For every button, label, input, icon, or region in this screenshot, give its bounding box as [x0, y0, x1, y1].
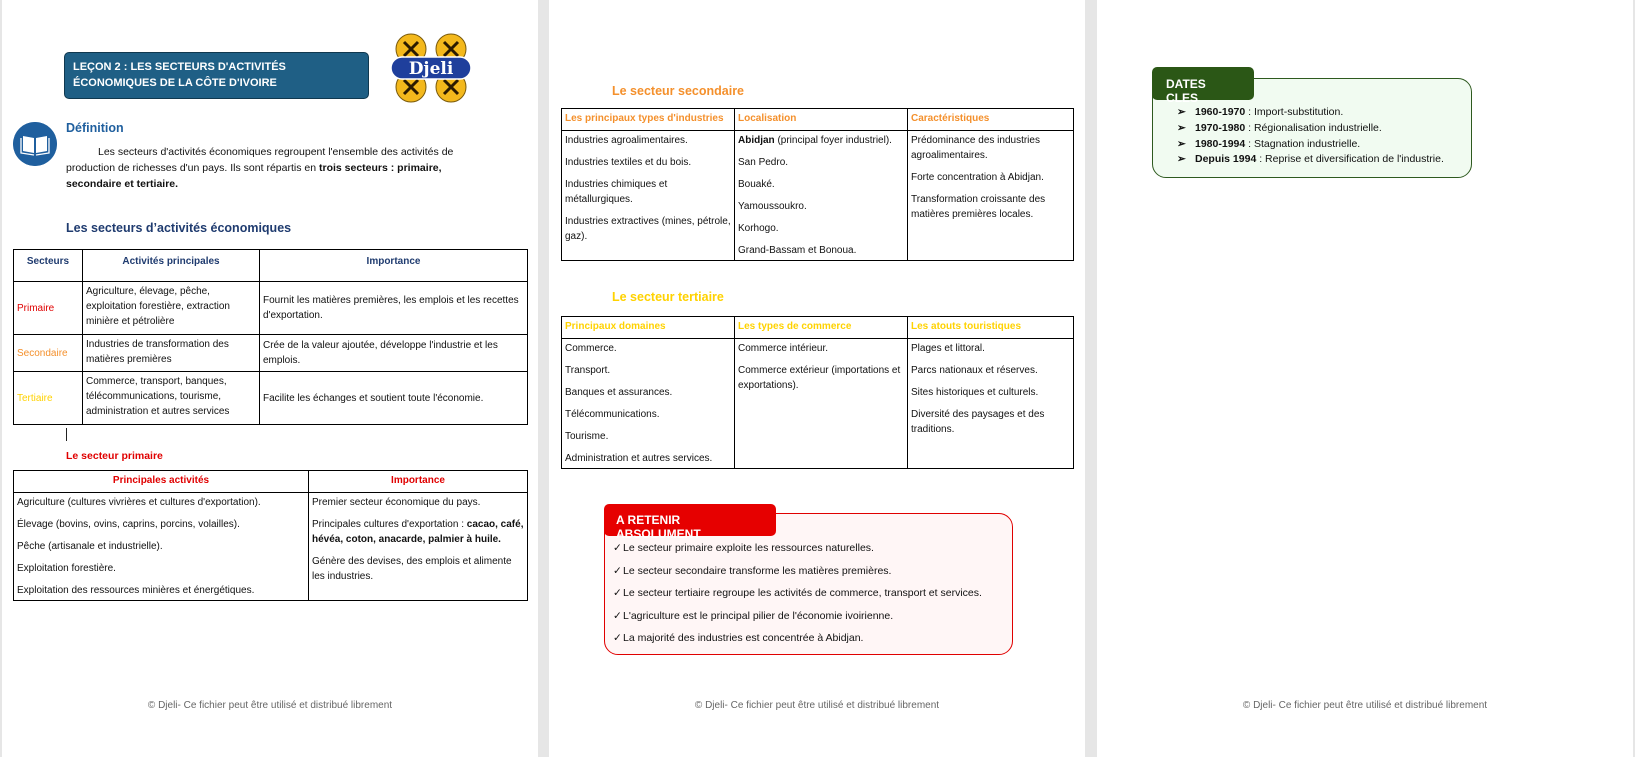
list-item: Exploitation forestière. [17, 563, 116, 574]
djeli-logo [388, 32, 474, 104]
page-footer: © Djeli- Ce fichier peut être utilisé et distribué librement [147, 700, 393, 711]
list-item: Génère des devises, des emplois et alimente les industries. [312, 556, 512, 582]
check-icon: ✓ [613, 542, 622, 554]
text-cursor [66, 428, 67, 441]
table-header: Caractéristiques [908, 109, 1074, 131]
table-header-row [562, 109, 1074, 131]
primary-importance-cell [309, 493, 528, 601]
table-header-row [14, 471, 528, 493]
retain-list [613, 541, 982, 654]
table-row [562, 339, 1074, 469]
check-icon: ✓ [613, 587, 622, 599]
sector-name-tertiary: Tertiaire [14, 372, 83, 425]
secondary-sector-heading: Le secteur secondaire [612, 84, 745, 98]
table-header-row [14, 250, 528, 282]
table-header: Principales activités [14, 471, 309, 493]
list-item: Korhogo. [738, 223, 779, 234]
list-item: ✓Le secteur tertiaire regroupe les activités de commerce, transport et services. [613, 587, 982, 599]
primary-sector-heading: Le secteur primaire [66, 450, 163, 462]
document-page-1 [2, 0, 538, 757]
list-item: Télécommunications. [565, 409, 660, 420]
list-item: Transport. [565, 365, 611, 376]
sector-importance: Fournit les matières premières, les emplois et les recettes d'exportation. [260, 282, 528, 335]
list-item: Sites historiques et culturels. [911, 387, 1039, 398]
arrow-bullet-icon: ➢ [1177, 137, 1186, 150]
arrow-bullet-icon: ➢ [1177, 106, 1186, 118]
list-item: Tourisme. [565, 431, 609, 442]
document-page-3 [1097, 0, 1633, 757]
lesson-title: LEÇON 2 : LES SECTEURS D'ACTIVITÉS ÉCONOMIQUES DE LA CÔTE D'IVOIRE [64, 52, 369, 99]
list-item: ✓Le secteur primaire exploite les ressources naturelles. [613, 542, 874, 554]
commerce-cell [735, 339, 908, 469]
table-header: Activités principales [83, 250, 260, 282]
list-item: ✓La majorité des industries est concentrée à Abidjan. [613, 632, 864, 644]
table-row [14, 335, 528, 372]
page-footer: © Djeli- Ce fichier peut être utilisé et distribué librement [1242, 700, 1488, 711]
list-item: Grand-Bassam et Bonoua. [738, 245, 857, 256]
list-item: Forte concentration à Abidjan. [911, 172, 1044, 183]
table-header: Importance [309, 471, 528, 493]
definition-heading: Définition [66, 121, 124, 135]
table-header: Secteurs [14, 250, 83, 282]
list-item: Parcs nationaux et réserves. [911, 365, 1038, 376]
table-row [562, 131, 1074, 261]
book-icon [13, 122, 57, 166]
table-row [14, 282, 528, 335]
list-item: Commerce intérieur. [738, 343, 829, 354]
tertiary-sector-heading: Le secteur tertiaire [612, 290, 724, 304]
list-item: Industries textiles et du bois. [565, 157, 692, 168]
list-item: ➢ 1970-1980 : Régionalisation industrielle. [1177, 121, 1444, 137]
table-header: Importance [260, 250, 528, 282]
sector-activities: Industries de transformation des matières premières [83, 335, 260, 372]
list-item: Premier secteur économique du pays. [312, 497, 481, 508]
list-item: Banques et assurances. [565, 387, 673, 398]
list-item: ➢ 1980-1994 : Stagnation industrielle. [1177, 137, 1444, 153]
table-row [14, 372, 528, 425]
logo-text: Djeli [408, 59, 454, 79]
list-item: Administration et autres services. [565, 453, 713, 464]
list-item: ➢ 1960-1970 : Import-substitution. [1177, 105, 1444, 121]
table-header: Principaux domaines [562, 317, 735, 339]
table-header: Les atouts touristiques [908, 317, 1074, 339]
list-item: Élevage (bovins, ovins, caprins, porcins, volailles). [17, 519, 240, 530]
list-item: Yamoussoukro. [738, 201, 807, 212]
list-item: Prédominance des industries agroalimentaires. [911, 135, 1040, 161]
secondary-sector-table [561, 108, 1074, 261]
list-item: Commerce. [565, 343, 617, 354]
table-header: Les principaux types d'industries [562, 109, 735, 131]
sector-name-primary: Primaire [14, 282, 83, 335]
arrow-bullet-icon: ➢ [1177, 121, 1186, 134]
sector-activities: Commerce, transport, banques, télécommunications, tourisme, administration et autres services [83, 372, 260, 425]
list-item: Abidjan (principal foyer industriel). [738, 135, 892, 146]
sectors-table [13, 249, 528, 425]
document-page-2 [549, 0, 1085, 757]
check-icon: ✓ [613, 564, 622, 577]
list-item: ✓L'agriculture est le principal pilier de l'économie ivoirienne. [613, 609, 894, 622]
list-item: Diversité des paysages et des traditions. [911, 409, 1045, 435]
sector-name-secondary: Secondaire [14, 335, 83, 372]
primary-activities-cell [14, 493, 309, 601]
sectors-heading: Les secteurs d’activités économiques [66, 221, 292, 235]
retain-label: A RETENIR ABSOLUMENT [604, 504, 776, 536]
table-header-row [562, 317, 1074, 339]
list-item: Commerce extérieur (importations et exportations). [738, 365, 901, 391]
list-item: Bouaké. [738, 179, 775, 190]
check-icon: ✓ [613, 609, 622, 622]
table-row [14, 493, 528, 601]
list-item: Pêche (artisanale et industrielle). [17, 541, 163, 552]
list-item: Industries chimiques et métallurgiques. [565, 179, 668, 205]
list-item: Plages et littoral. [911, 343, 985, 354]
list-item: Industries agroalimentaires. [565, 135, 688, 146]
tourism-cell [908, 339, 1074, 469]
location-cell [735, 131, 908, 261]
key-dates-label: DATES CLES [1152, 67, 1254, 100]
key-dates-list [1177, 105, 1444, 168]
domains-cell [562, 339, 735, 469]
list-item: Industries extractives (mines, pétrole, gaz). [565, 216, 731, 242]
list-item: Agriculture (cultures vivrières et cultures d'exportation). [17, 497, 261, 508]
industry-types-cell [562, 131, 735, 261]
sector-importance: Crée de la valeur ajoutée, développe l'industrie et les emplois. [260, 335, 528, 372]
table-header: Localisation [735, 109, 908, 131]
arrow-bullet-icon: ➢ [1177, 153, 1186, 166]
list-item: Principales cultures d'exportation : cacao, café, hévéa, coton, anacarde, palmier à huile. [312, 519, 524, 545]
page-footer: © Djeli- Ce fichier peut être utilisé et distribué librement [694, 700, 940, 711]
definition-text: Les secteurs d'activités économiques regroupent l'ensemble des activités de production de richesses d'un pays. Ils sont répartis en trois secteurs : primaire, secondaire et tertiaire. [66, 146, 454, 190]
list-item: San Pedro. [738, 157, 789, 168]
sector-importance: Facilite les échanges et soutient toute l'économie. [260, 372, 528, 425]
features-cell [908, 131, 1074, 261]
primary-sector-table [13, 470, 528, 601]
sector-activities: Agriculture, élevage, pêche, exploitation forestière, extraction minière et pétrolière [83, 282, 260, 335]
list-item: Exploitation des ressources minières et énergétiques. [17, 585, 255, 596]
list-item: Transformation croissante des matières premières locales. [911, 194, 1046, 220]
list-item: ➢ Depuis 1994 : Reprise et diversification de l'industrie. [1177, 152, 1444, 168]
list-item: ✓Le secteur secondaire transforme les matières premières. [613, 564, 892, 577]
check-icon: ✓ [613, 632, 622, 644]
table-header: Les types de commerce [735, 317, 908, 339]
tertiary-sector-table [561, 316, 1074, 469]
